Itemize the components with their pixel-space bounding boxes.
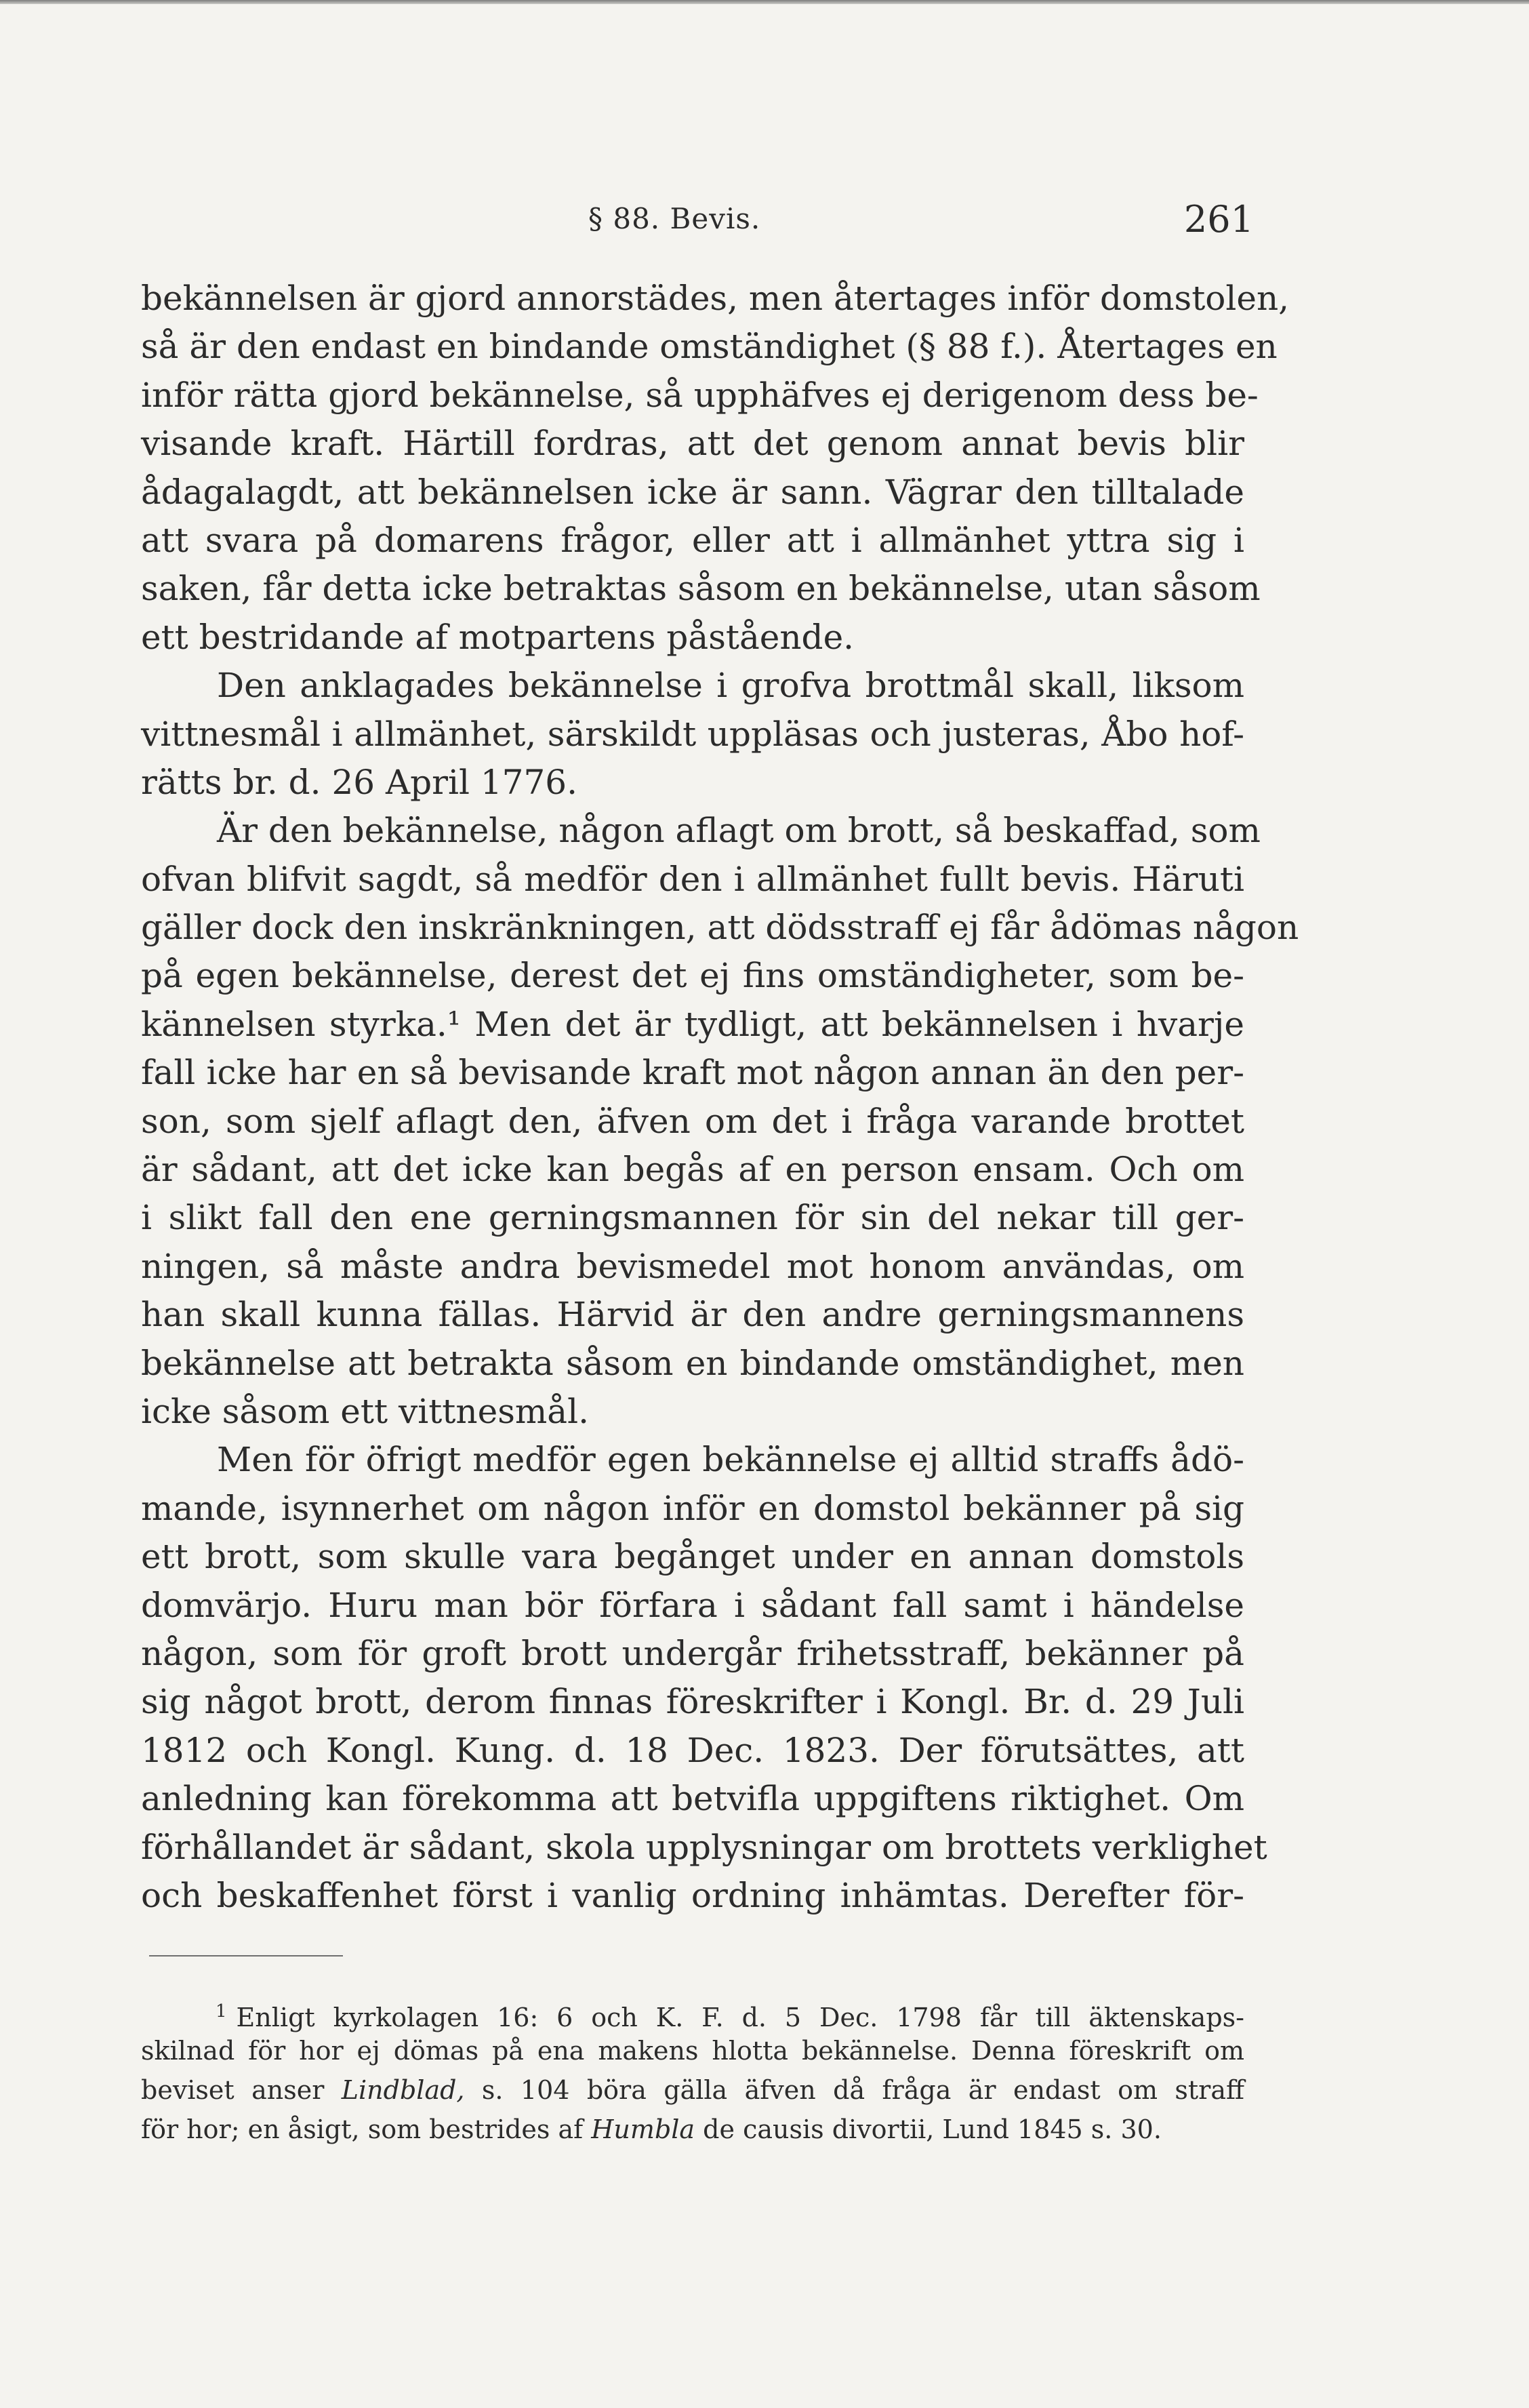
footnote-text: beviset anser bbox=[141, 2075, 325, 2105]
text-line: fall icke har en så bevisande kraft mot någon annan än den per- bbox=[141, 1053, 1244, 1093]
text-line: så är den endast en bindande omständighet (§ 88 f.). Återtages en bbox=[141, 327, 1278, 367]
page-number: 261 bbox=[1183, 198, 1254, 241]
footnote-text: s. 104 böra gälla äfven då fråga är endast om straff bbox=[481, 2075, 1244, 2105]
paragraph bbox=[141, 1436, 1267, 1920]
text-line: är sådant, att det icke kan begås af en person ensam. Och om bbox=[141, 1150, 1244, 1190]
text-line: Men för öfrigt medför egen bekännelse ej alltid straffs ådö- bbox=[217, 1440, 1244, 1480]
section-heading: § 88. Bevis. bbox=[588, 202, 761, 235]
text-line: anledning kan förekomma att betvifla uppgiftens riktighet. Om bbox=[141, 1779, 1244, 1819]
text-line: kännelsen styrka.¹ Men det är tydligt, att bekännelsen i hvarje bbox=[141, 1004, 1244, 1044]
text-line: icke såsom ett vittnesmål. bbox=[141, 1391, 589, 1431]
paragraph bbox=[141, 275, 1290, 662]
text-line: ningen, så måste andra bevismedel mot honom användas, om bbox=[141, 1246, 1244, 1286]
text-line: på egen bekännelse, derest det ej fins omständigheter, som be- bbox=[141, 956, 1244, 996]
text-line: son, som sjelf aflagt den, äfven om det i fråga varande brottet bbox=[141, 1101, 1244, 1141]
footnote-line bbox=[141, 1992, 1244, 2031]
text-line: och beskaffenhet först i vanlig ordning inhämtas. Derefter för- bbox=[141, 1875, 1244, 1915]
footnote-text: de causis divortii, Lund 1845 s. 30. bbox=[703, 2114, 1162, 2144]
footnote-line bbox=[141, 2110, 1244, 2149]
cited-author: Humbla bbox=[591, 2114, 695, 2144]
text-line: Är den bekännelse, någon aflagt om brott, så beskaffad, som bbox=[217, 811, 1261, 851]
page-top-edge bbox=[0, 0, 1529, 4]
text-line: bekännelse att betrakta såsom en bindande omständighet, men bbox=[141, 1343, 1244, 1383]
footnote bbox=[141, 1992, 1244, 2149]
text-line: 1812 och Kongl. Kung. d. 18 Dec. 1823. Der förutsättes, att bbox=[141, 1730, 1244, 1770]
paragraph bbox=[141, 662, 1244, 807]
text-line: gäller dock den inskränkningen, att dödsstraff ej får ådömas någon bbox=[141, 908, 1299, 948]
text-line: rätts br. d. 26 April 1776. bbox=[141, 762, 577, 802]
text-line: någon, som för groft brott undergår frihetsstraff, bekänner på bbox=[141, 1633, 1244, 1673]
text-line: i slikt fall den ene gerningsmannen för sin del nekar till ger- bbox=[141, 1198, 1244, 1238]
text-line: mande, isynnerhet om någon inför en domstol bekänner på sig bbox=[141, 1488, 1244, 1528]
footnote-text: för hor; en åsigt, som bestrides af bbox=[141, 2114, 584, 2144]
body-text bbox=[141, 275, 1299, 1920]
text-line: vittnesmål i allmänhet, särskildt uppläsas och justeras, Åbo hof- bbox=[141, 714, 1244, 754]
footnote-line bbox=[141, 2070, 1244, 2110]
footnote-line: skilnad för hor ej dömas på ena makens hlotta bekännelse. Denna föreskrift om bbox=[141, 2036, 1244, 2066]
text-line: domvärjo. Huru man bör förfara i sådant fall samt i händelse bbox=[141, 1585, 1244, 1625]
running-header bbox=[142, 198, 1254, 252]
text-line: han skall kunna fällas. Härvid är den andre gerningsmannens bbox=[141, 1295, 1244, 1335]
text-line: förhållandet är sådant, skola upplysningar om brottets verklighet bbox=[141, 1827, 1267, 1867]
text-line: att svara på domarens frågor, eller att i allmänhet yttra sig i bbox=[141, 520, 1244, 560]
footnote-divider bbox=[149, 1955, 343, 1956]
text-line: bekännelsen är gjord annorstädes, men återtages inför domstolen, bbox=[141, 279, 1290, 318]
text-line: ådagalagdt, att bekännelsen icke är sann. Vägrar den tilltalade bbox=[141, 472, 1244, 512]
text-line: sig något brott, derom finnas föreskrifter i Kongl. Br. d. 29 Juli bbox=[141, 1682, 1244, 1722]
text-line: Den anklagades bekännelse i grofva brottmål skall, liksom bbox=[217, 666, 1244, 706]
text-line: ofvan blifvit sagdt, så medför den i allmänhet fullt bevis. Häruti bbox=[141, 859, 1244, 899]
text-line: ett bestridande af motpartens påstående. bbox=[141, 617, 855, 657]
text-line: saken, får detta icke betraktas såsom en bekännelse, utan såsom bbox=[141, 569, 1261, 609]
footnote-marker: 1 bbox=[216, 2001, 227, 2022]
text-line: inför rätta gjord bekännelse, så upphäfves ej derigenom dess be- bbox=[141, 375, 1259, 415]
text-line: visande kraft. Härtill fordras, att det genom annat bevis blir bbox=[141, 424, 1244, 464]
footnote-text: Enligt kyrkolagen 16: 6 och K. F. d. 5 Dec. 1798 får till äktenskaps- bbox=[236, 2003, 1244, 2032]
cited-author: Lindblad, bbox=[341, 2075, 465, 2105]
text-line: ett brott, som skulle vara begånget under en annan domstols bbox=[141, 1537, 1244, 1577]
paragraph bbox=[141, 807, 1299, 1436]
